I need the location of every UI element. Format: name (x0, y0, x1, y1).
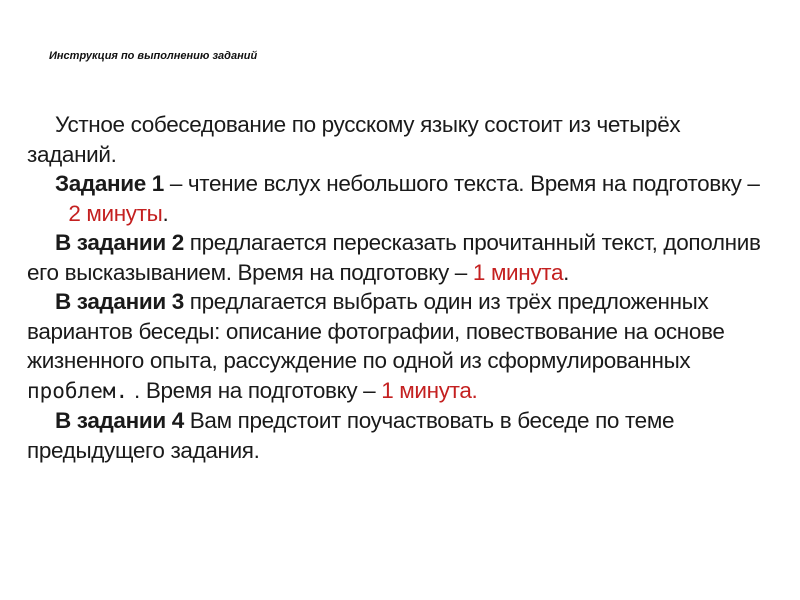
page-title: Инструкция по выполнению заданий (49, 50, 258, 62)
task2-text: предлагается пересказать прочитанный текст, дополнив его высказыванием. Время на подготовку – (27, 230, 761, 285)
task4-paragraph (27, 406, 767, 465)
task2-end: . (563, 259, 570, 285)
task3-label: В задании 3 (55, 289, 184, 314)
task1-text: – чтение вслух небольшого текста. Время на подготовку – (163, 171, 760, 196)
task1-label: Задание 1 (55, 171, 164, 196)
task4-label: В задании 4 (55, 408, 184, 433)
instructions-body (27, 110, 767, 465)
task2-time: 1 минута (472, 259, 564, 285)
intro-text: Устное собеседование по русскому языку состоит из четырёх заданий. (27, 112, 681, 167)
task3-text2: . Время на подготовку – (128, 377, 382, 403)
task1-paragraph (27, 169, 767, 228)
task3-time: 1 минута. (381, 377, 478, 403)
task1-end: . (162, 200, 169, 226)
task1-time: 2 минуты (68, 200, 163, 226)
task3-mono-word: проблем. (27, 378, 129, 403)
task2-paragraph (27, 228, 767, 287)
task3-text: предлагается выбрать один из трёх предложенных вариантов беседы: описание фотографии, повествование на основе жизненного опыта, рассуждение по одной из сформулированных (27, 289, 725, 373)
task2-label: В задании 2 (55, 230, 184, 255)
intro-paragraph (27, 110, 767, 169)
task4-text: Вам предстоит поучаствовать в беседе по теме предыдущего задания. (27, 408, 675, 463)
task3-paragraph (27, 287, 767, 406)
